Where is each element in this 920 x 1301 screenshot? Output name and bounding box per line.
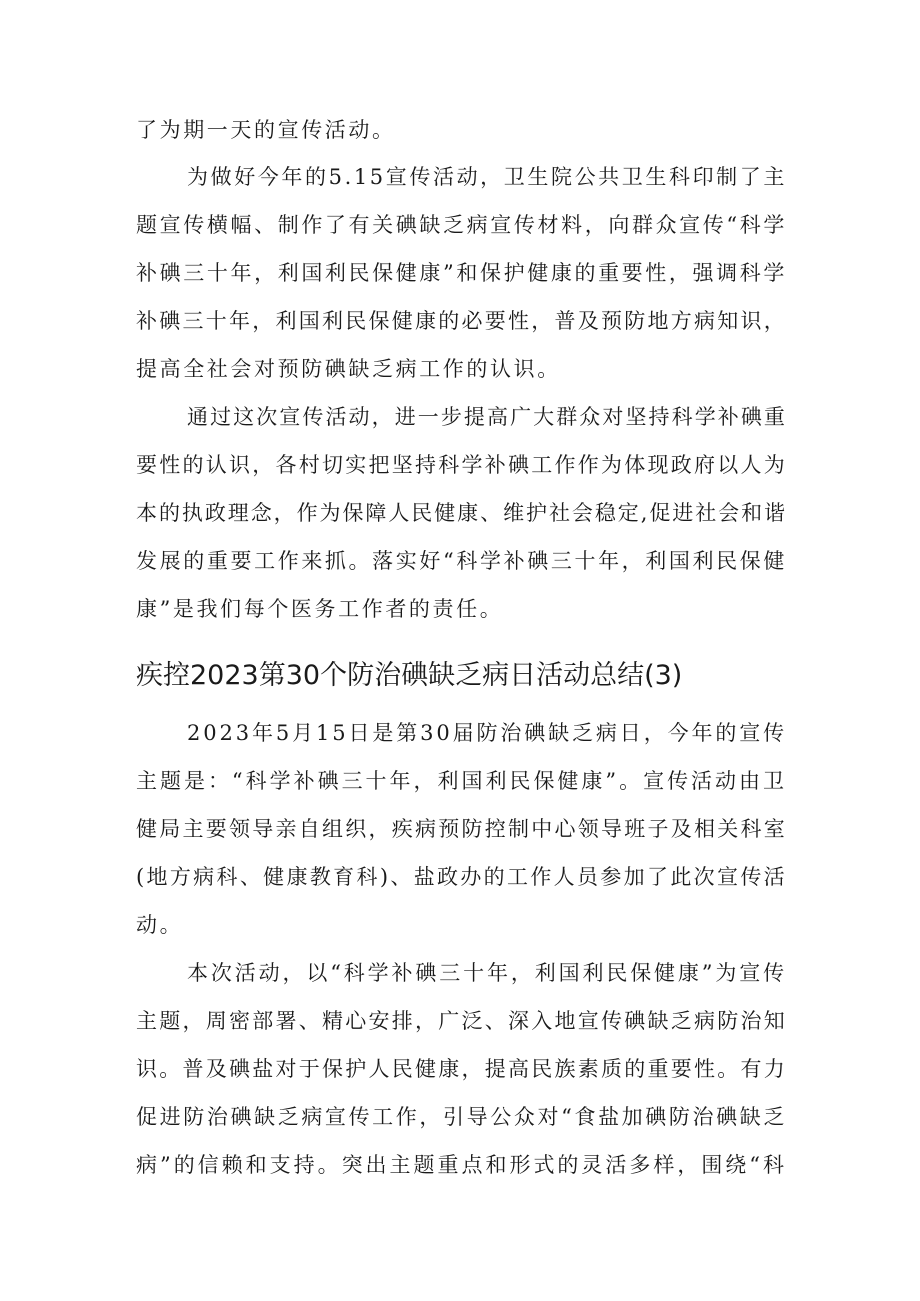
text-line: 主题是：“科学补碘三十年，利国利民保健康”。宣传活动由卫 <box>136 769 787 793</box>
text-line: 要性的认识，各村切实把坚持科学补碘工作作为体现政府以人为 <box>136 453 787 477</box>
text-line: 发展的重要工作来抓。落实好“科学补碘三十年，利国利民保健 <box>136 549 787 573</box>
text-line: 动。 <box>136 913 184 937</box>
text-line: 病”的信赖和支持。突出主题重点和形式的灵活多样，围绕“科 <box>136 1153 787 1177</box>
text-line: 题宣传横幅、制作了有关碘缺乏病宣传材料，向群众宣传“科学 <box>136 213 787 237</box>
text-line: 本的执政理念，作为保障人民健康、维护社会稳定,促进社会和谐 <box>136 501 787 525</box>
text-line: 健局主要领导亲自组织，疾病预防控制中心领导班子及相关科室 <box>136 817 787 841</box>
text-line: 本次活动，以“科学补碘三十年，利国利民保健康”为宣传 <box>187 961 787 985</box>
section-heading: 疾控2023第30个防治碘缺乏病日活动总结(3) <box>136 660 683 691</box>
text-line: 补碘三十年，利国利民保健康的必要性，普及预防地方病知识， <box>136 309 787 333</box>
text-line: 促进防治碘缺乏病宣传工作，引导公众对“食盐加碘防治碘缺乏 <box>136 1105 787 1129</box>
text-line: 为做好今年的5.15宣传活动，卫生院公共卫生科印制了主 <box>187 165 787 189</box>
text-line: 了为期一天的宣传活动。 <box>136 118 396 142</box>
text-line: 提高全社会对预防碘缺乏病工作的认识。 <box>136 357 561 381</box>
text-line: 2023年5月15日是第30届防治碘缺乏病日，今年的宣传 <box>187 721 787 745</box>
text-line: 主题，周密部署、精心安排，广泛、深入地宣传碘缺乏病防治知 <box>136 1009 787 1033</box>
text-line: 康”是我们每个医务工作者的责任。 <box>136 597 504 621</box>
text-line: (地方病科、健康教育科)、盐政办的工作人员参加了此次宣传活 <box>136 865 787 889</box>
text-line: 补碘三十年，利国利民保健康”和保护健康的重要性，强调科学 <box>136 261 787 285</box>
text-line: 通过这次宣传活动，进一步提高广大群众对坚持科学补碘重 <box>187 405 787 429</box>
text-line: 识。普及碘盐对于保护人民健康，提高民族素质的重要性。有力 <box>136 1057 787 1081</box>
